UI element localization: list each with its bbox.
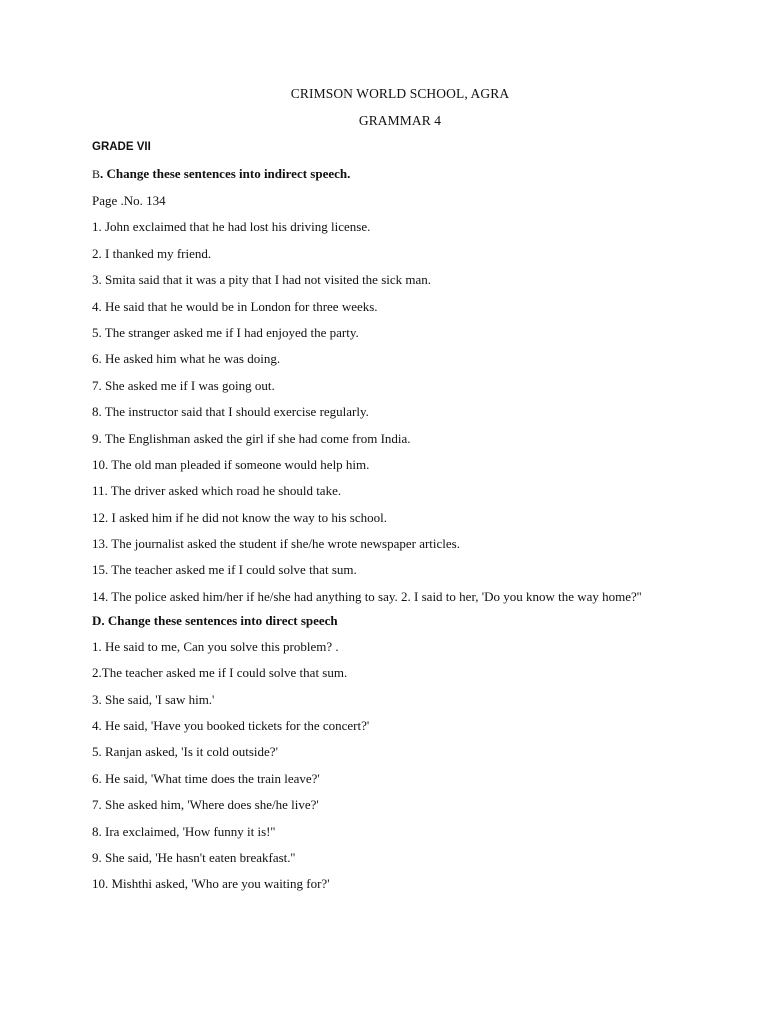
list-item: 6. He asked him what he was doing. — [92, 351, 281, 367]
list-item: 6. He said, 'What time does the train leave?' — [92, 770, 320, 786]
list-item: 1. John exclaimed that he had lost his driving license. — [92, 219, 371, 235]
list-item: 8. The instructor said that I should exercise regularly. — [92, 404, 369, 420]
list-item: 10. Mishthi asked, 'Who are you waiting for?' — [92, 876, 330, 892]
section-b-heading — [92, 166, 708, 182]
section-d-heading: D. Change these sentences into direct speech — [92, 612, 338, 628]
worksheet-title: GRAMMAR 4 — [358, 113, 442, 128]
list-item: 9. The Englishman asked the girl if she had come from India. — [92, 430, 411, 446]
section-b-heading-text: . Change these sentences into indirect speech. — [100, 166, 351, 181]
section-b-list — [92, 219, 708, 603]
list-item: 13. The journalist asked the student if she/he wrote newspaper articles. — [92, 536, 460, 552]
list-item: 7. She asked him, 'Where does she/he live?' — [92, 797, 319, 813]
section-b-letter: B — [92, 167, 101, 181]
list-item: 15. The teacher asked me if I could solve that sum. — [92, 562, 357, 578]
list-item: 4. He said, 'Have you booked tickets for the concert?' — [92, 718, 370, 734]
list-item: 10. The old man pleaded if someone would help him. — [92, 456, 370, 472]
list-item: 8. Ira exclaimed, 'How funny it is!'' — [92, 823, 276, 839]
grade-label: GRADE VII — [92, 141, 151, 153]
section-d-list — [92, 639, 708, 892]
list-item: 11. The driver asked which road he should take. — [92, 483, 342, 499]
list-item: 14. The police asked him/her if he/she had anything to say. 2. I said to her, 'Do you know the way home?'' — [92, 588, 642, 604]
page-reference: Page .No. 134 — [92, 193, 166, 208]
list-item: 7. She asked me if I was going out. — [92, 377, 275, 393]
list-item: 12. I asked him if he did not know the way to his school. — [92, 509, 387, 525]
list-item: 3. She said, 'I saw him.' — [92, 691, 215, 707]
school-name: CRIMSON WORLD SCHOOL, AGRA — [290, 86, 510, 101]
list-item: 5. Ranjan asked, 'Is it cold outside?' — [92, 744, 278, 760]
list-item: 9. She said, 'He hasn't eaten breakfast.'' — [92, 849, 296, 865]
list-item: 2. I thanked my friend. — [92, 245, 212, 261]
list-item: 5. The stranger asked me if I had enjoyed the party. — [92, 324, 359, 340]
list-item: 4. He said that he would be in London for three weeks. — [92, 298, 378, 314]
list-item: 2.The teacher asked me if I could solve that sum. — [92, 665, 348, 681]
list-item: 3. Smita said that it was a pity that I had not visited the sick man. — [92, 272, 432, 288]
list-item: 1. He said to me, Can you solve this problem? . — [92, 638, 339, 654]
